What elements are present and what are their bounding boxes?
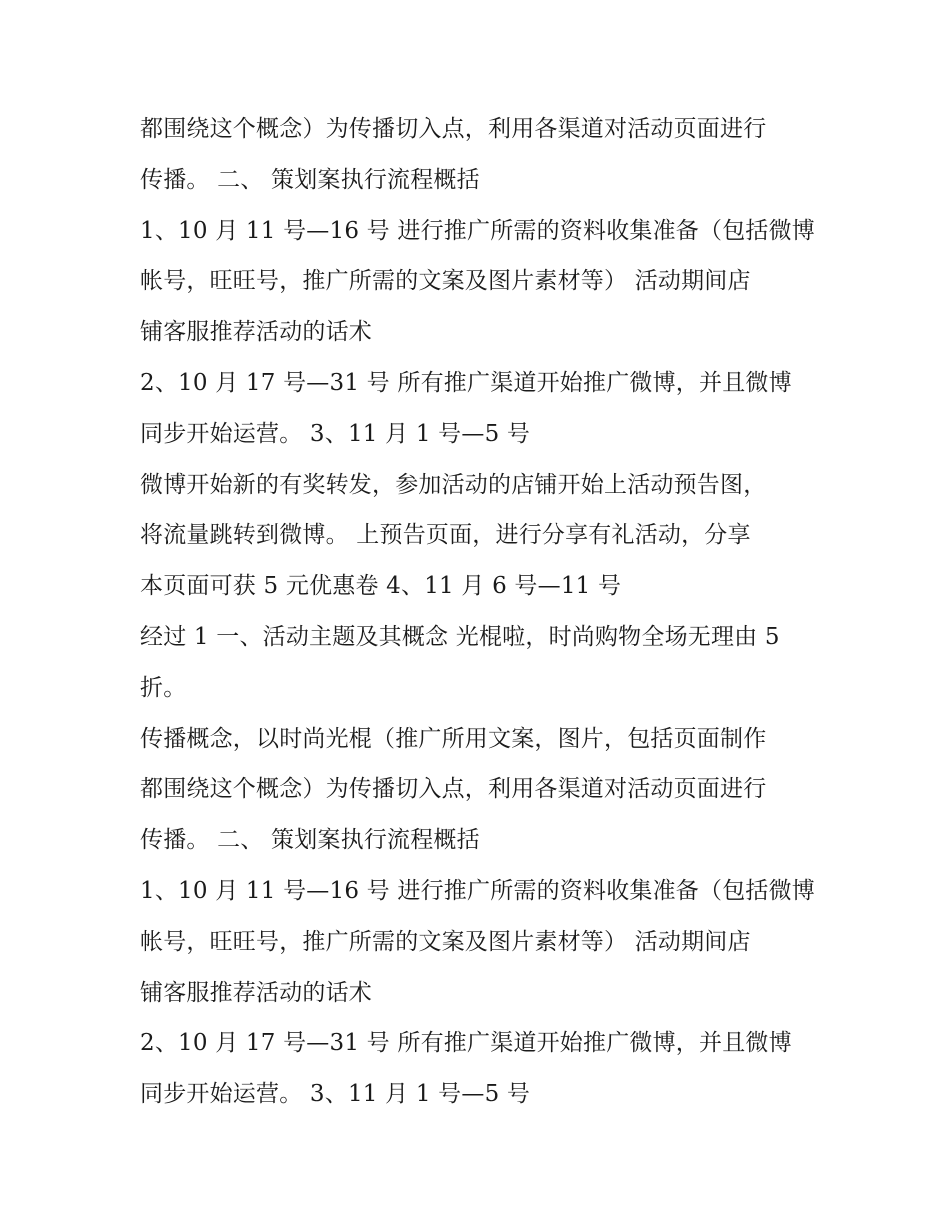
document-body [140, 104, 820, 1120]
text-line: 2、10 月 17 号—31 号 所有推广渠道开始推广微博，并且微博 [140, 369, 792, 396]
text-line: 都围绕这个概念）为传播切入点，利用各渠道对活动页面进行 [140, 776, 767, 803]
text-line: 将流量跳转到微博。 上预告页面，进行分享有礼活动，分享 [140, 522, 751, 549]
text-line: 微博开始新的有奖转发，参加活动的店铺开始上活动预告图， [140, 471, 767, 498]
text-line: 折。 [140, 674, 187, 701]
text-line: 1、10 月 11 号—16 号 进行推广所需的资料收集准备（包括微博 [140, 217, 815, 244]
text-line: 1、10 月 11 号—16 号 进行推广所需的资料收集准备（包括微博 [140, 877, 815, 904]
text-line: 都围绕这个概念）为传播切入点，利用各渠道对活动页面进行 [140, 116, 767, 142]
text-line: 帐号，旺旺号，推广所需的文案及图片素材等） 活动期间店 [140, 268, 751, 295]
text-line: 铺客服推荐活动的话术 [140, 979, 372, 1006]
text-line: 本页面可获 5 元优惠卷 4、11 月 6 号—11 号 [140, 573, 622, 600]
text-line: 经过 1 一、活动主题及其概念 光棍啦，时尚购物全场无理由 5 [140, 623, 780, 650]
text-line: 同步开始运营。 3、11 月 1 号—5 号 [140, 420, 531, 447]
text-line: 铺客服推荐活动的话术 [140, 319, 372, 346]
text-line: 帐号，旺旺号，推广所需的文案及图片素材等） 活动期间店 [140, 928, 751, 955]
text-line: 传播概念，以时尚光棍（推广所用文案，图片，包括页面制作 [140, 725, 767, 752]
text-line: 2、10 月 17 号—31 号 所有推广渠道开始推广微博，并且微博 [140, 1030, 792, 1057]
text-line: 传播。 二、 策划案执行流程概括 [140, 166, 480, 193]
text-line: 同步开始运营。 3、11 月 1 号—5 号 [140, 1081, 531, 1108]
text-line: 传播。 二、 策划案执行流程概括 [140, 827, 480, 854]
